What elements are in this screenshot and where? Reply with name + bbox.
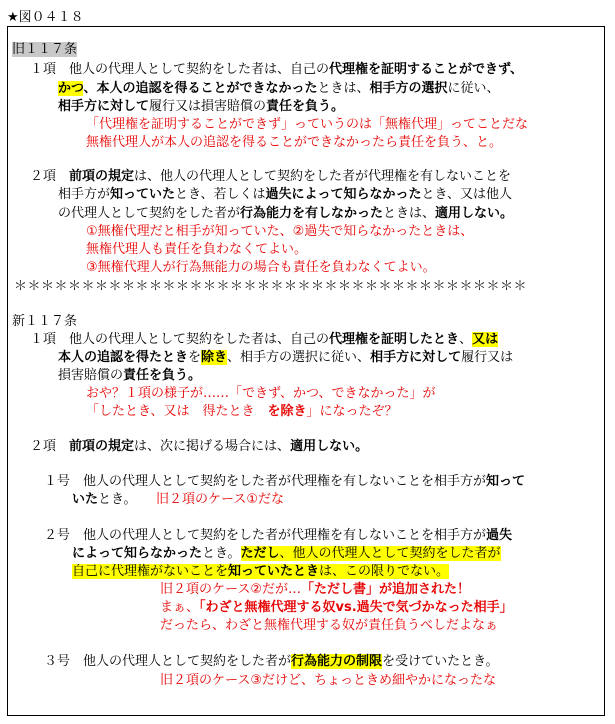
new-g3-line1: ３号 他人の代理人として契約をした者が行為能力の制限を受けていたとき。 bbox=[44, 654, 499, 669]
new-g2-line3: 自己に代理権がないことを知っていたときは、この限りでない。 bbox=[72, 564, 450, 579]
old-p1-line2: かつ、本人の追認を得ることができなかったときは、相手方の選択に従い、 bbox=[58, 81, 500, 96]
old-p1-line3: 相手方に対して履行又は損害賠償の責任を負う。 bbox=[58, 99, 345, 114]
new-g2-note1: 旧２項のケース②だが…「ただし書」が追加された！ bbox=[160, 582, 471, 597]
new-g2-note2: まぁ、「わざと無権代理する奴vs.過失で気づかなった相手」 bbox=[160, 600, 513, 615]
new-p1-note2: 「したとき、又は 得たとき を除き」になったぞ？ bbox=[86, 404, 398, 419]
new-p1-line2: 本人の追認を得たときを除き、相手方の選択に従い、相手方に対して履行又は bbox=[58, 350, 514, 365]
separator-stars: ＊＊＊＊＊＊＊＊＊＊＊＊＊＊＊＊＊＊＊＊＊＊＊＊＊＊＊＊＊＊＊＊＊＊＊＊＊＊ bbox=[14, 279, 528, 294]
old-p2-line3: の代理人として契約をした者が行為能力を有しなかったときは、適用しない。 bbox=[58, 206, 514, 221]
old-p2-line1: ２項 前項の規定は、他人の代理人として契約をした者が代理権を有しないことを bbox=[30, 169, 512, 184]
old-p1-note2: 無権代理人が本人の追認を得ることができなかったら責任を負う、と。 bbox=[86, 135, 503, 150]
new-g1-line2: いたとき。 旧２項のケース①だな bbox=[72, 492, 285, 507]
new-p1-line1: １項 他人の代理人として契約をした者は、自己の代理権を証明したとき、又は bbox=[30, 332, 499, 347]
new-g3-note1: 旧２項のケース③だけど、ちょっときめ細やかになったな bbox=[160, 673, 497, 688]
new-g2-line2: によって知らなかったとき。ただし、他人の代理人として契約をした者が bbox=[72, 546, 501, 561]
old-p1-note1: 「代理権を証明することができず」っていうのは「無権代理」ってことだな bbox=[86, 117, 529, 132]
old-p2-note1: ①無権代理だと相手が知っていた、②過失で知らなかったときは、 bbox=[86, 224, 474, 239]
old-p1-line1: １項 他人の代理人として契約をした者は、自己の代理権を証明することができず、 bbox=[30, 62, 524, 77]
new-g2-line1: ２号 他人の代理人として契約をした者が代理権を有しないことを相手方が過失 bbox=[44, 528, 513, 543]
old-article-heading: 旧１１７条 bbox=[12, 42, 78, 57]
new-g2-note3: だったら、わざと無権代理する奴が責任負うべしだよなぁ bbox=[160, 618, 499, 633]
old-p2-note3: ③無権代理人が行為無能力の場合も責任を負わなくてよい。 bbox=[86, 260, 436, 275]
old-p2-note2: 無権代理人も責任を負わなくてよい。 bbox=[86, 242, 308, 257]
new-p2-line1: ２項 前項の規定は、次に掲げる場合には、適用しない。 bbox=[30, 439, 369, 454]
new-article-heading: 新１１７条 bbox=[12, 314, 78, 329]
new-p1-line3: 損害賠償の責任を負う。 bbox=[58, 368, 202, 383]
new-p1-note1: おや？１項の様子が……「できず、かつ、できなかった」が bbox=[86, 386, 436, 401]
new-g1-line1: １号 他人の代理人として契約をした者が代理権を有しないことを相手方が知って bbox=[44, 474, 526, 489]
old-p2-line2: 相手方が知っていたとき、若しくは過失によって知らなかったとき、又は他人 bbox=[58, 187, 513, 202]
figure-title: ★図０４１８ bbox=[7, 10, 84, 25]
